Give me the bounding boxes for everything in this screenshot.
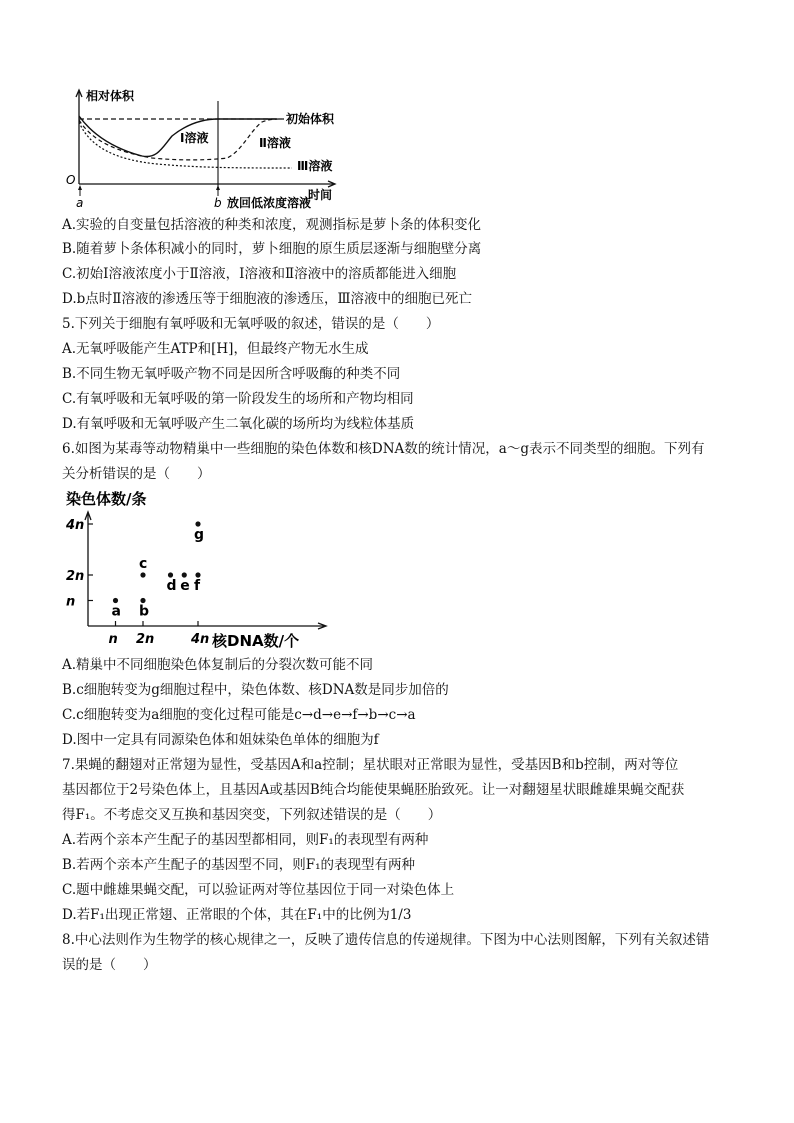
q6-option-b: B.c细胞转变为g细胞过程中，染色体数、核DNA数是同步加倍的 xyxy=(62,682,449,698)
data-label-e: e xyxy=(180,578,190,594)
fig1-tick-b: b xyxy=(214,196,222,210)
q7-stem-line-3: 得F₁。不考虑交叉互换和基因突变，下列叙述错误的是（ ） xyxy=(62,807,442,823)
q8-stem-line-1: 8.中心法则作为生物学的核心规律之一，反映了遗传信息的传递规律。下图为中心法则图解，下列有关叙述错 xyxy=(62,932,710,948)
q4-option-a: A.实验的自变量包括溶液的种类和浓度，观测指标是萝卜条的体积变化 xyxy=(62,217,482,233)
data-label-a: a xyxy=(111,603,121,620)
q5-option-c: C.有氧呼吸和无氧呼吸的第一阶段发生的场所和产物均相同 xyxy=(62,391,414,407)
q6-option-c: C.c细胞转变为a细胞的变化过程可能是c→d→e→f→b→c→a xyxy=(62,707,416,723)
q7-option-a: A.若两个亲本产生配子的基因型都相同，则F₁的表现型有两种 xyxy=(62,832,429,848)
y-tick-label: 4n xyxy=(66,518,85,533)
solution-1-curve xyxy=(79,116,277,156)
data-label-g: g xyxy=(194,527,205,543)
q8-stem-line-2: 误的是（ ） xyxy=(62,957,157,973)
chart-xlabel: 核DNA数/个 xyxy=(212,632,300,648)
fig1-label-sol3: Ⅲ溶液 xyxy=(297,159,333,173)
q5-stem: 5.下列关于细胞有氧呼吸和无氧呼吸的叙述，错误的是（ ） xyxy=(62,316,440,332)
q4-option-c: C.初始Ⅰ溶液浓度小于Ⅱ溶液，Ⅰ溶液和Ⅱ溶液中的溶质都能进入细胞 xyxy=(62,266,457,282)
data-point-e xyxy=(182,572,187,577)
data-point-f xyxy=(195,572,200,577)
chart-ylabel: 染色体数/条 xyxy=(66,490,147,508)
q6-stem-line-1: 6.如图为某毒等动物精巢中一些细胞的染色体数和核DNA数的统计情况，a～g表示不同类型的细胞。下列有 xyxy=(62,441,705,457)
q7-stem-line-1: 7.果蝇的翻翅对正常翅为显性，受基因A和a控制；星状眼对正常眼为显性，受基因B和b控制，两对等位 xyxy=(62,757,679,773)
q6-stem-line-2: 关分析错误的是（ ） xyxy=(62,466,211,482)
a-arrow-head xyxy=(78,185,82,190)
q5-option-a: A.无氧呼吸能产生ATP和[H]，但最终产物无水生成 xyxy=(62,341,369,357)
q6-option-d: D.图中一定具有同源染色体和姐妹染色单体的细胞为f xyxy=(62,732,379,748)
data-point-d xyxy=(168,572,173,577)
fig1-tick-a: a xyxy=(76,196,84,210)
x-tick-label: n xyxy=(108,632,118,647)
fig1-label-sol2: Ⅱ溶液 xyxy=(259,136,291,150)
q7-option-b: B.若两个亲本产生配子的基因型不同，则F₁的表现型有两种 xyxy=(62,857,415,873)
fig1-label-initial: 初始体积 xyxy=(286,112,335,126)
q6-option-a: A.精巢中不同细胞染色体复制后的分裂次数可能不同 xyxy=(62,657,374,673)
fig1-label-sol1: Ⅰ溶液 xyxy=(180,131,209,145)
fig1-xlabel: 时间 xyxy=(308,188,333,202)
q7-option-c: C.题中雌雄果蝇交配，可以验证两对等位基因位于同一对染色体上 xyxy=(62,882,455,898)
x-tick-label: 2n xyxy=(136,632,155,647)
fig1-note-b: 放回低浓度溶液 xyxy=(227,196,312,210)
data-point-c xyxy=(140,572,145,577)
data-point-a xyxy=(113,598,118,603)
fig1-origin: O xyxy=(66,173,76,187)
data-label-f: f xyxy=(194,578,201,594)
q7-stem-line-2: 基因都位于2号染色体上，且基因A或基因B纯合均能使果蝇胚胎致死。让一对翻翅星状眼雌雄果蝇交配获 xyxy=(62,782,685,798)
q4-option-d: D.b点时Ⅱ溶液的渗透压等于细胞液的渗透压，Ⅲ溶液中的细胞已死亡 xyxy=(62,291,472,307)
q7-option-d: D.若F₁出现正常翅、正常眼的个体，其在F₁中的比例为1/3 xyxy=(62,907,412,923)
chromosome-dna-scatter-chart xyxy=(62,486,332,648)
data-label-b: b xyxy=(139,603,150,620)
b-arrow-head xyxy=(216,185,220,190)
q4-option-b: B.随着萝卜条体积减小的同时，萝卜细胞的原生质层逐渐与细胞壁分离 xyxy=(62,241,482,257)
data-label-c: c xyxy=(139,556,148,572)
data-point-b xyxy=(140,598,145,603)
q5-option-d: D.有氧呼吸和无氧呼吸产生二氧化碳的场所均为线粒体基质 xyxy=(62,416,415,432)
volume-curve-figure xyxy=(62,86,352,214)
data-point-g xyxy=(195,521,200,526)
fig1-ylabel: 相对体积 xyxy=(86,89,135,103)
y-tick-label: 2n xyxy=(66,569,85,584)
data-label-d: d xyxy=(166,578,177,594)
y-tick-label: n xyxy=(66,594,76,610)
x-tick-label: 4n xyxy=(191,632,210,647)
q5-option-b: B.不同生物无氧呼吸产物不同是因所含呼吸酶的种类不同 xyxy=(62,366,401,382)
